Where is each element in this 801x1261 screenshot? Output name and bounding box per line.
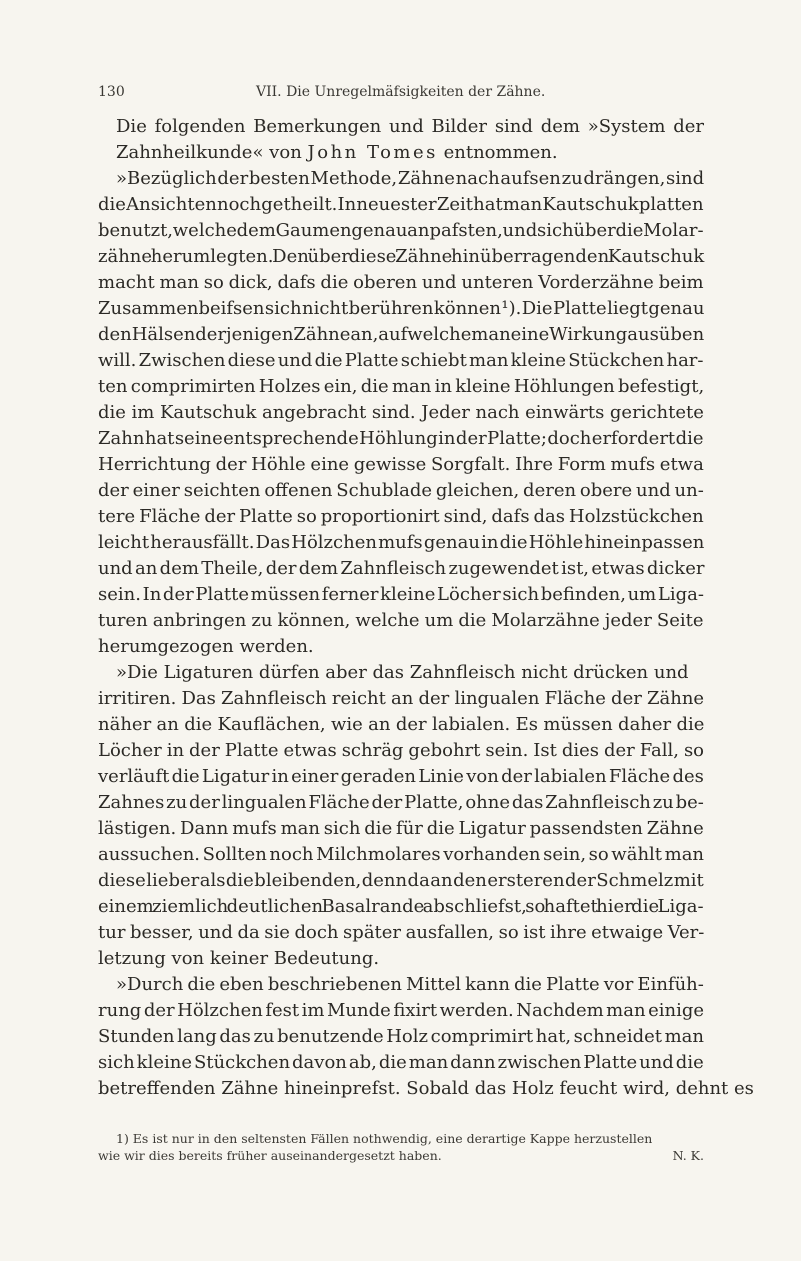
body-text bbox=[98, 114, 754, 1102]
text-line: einem ziemlich deutlichen Basalrande abschliefst, so haftet hier die Liga- bbox=[98, 896, 704, 917]
text-line: Löcher in der Platte etwas schräg gebohrt sein. Ist dies der Fall, so bbox=[98, 740, 705, 761]
text-line: tere Fläche der Platte so proportionirt sind, dafs das Holzstückchen bbox=[98, 506, 704, 527]
text-line: »Durch die eben beschriebenen Mittel kann die Platte vor Einfüh- bbox=[116, 974, 704, 995]
text-line: Zusammenbeifsen sich nicht berühren können ¹). Die Platte liegt genau bbox=[98, 298, 705, 319]
text-line: zähne herumlegten. Den über diese Zähne hinüberragenden Kautschuk bbox=[98, 246, 705, 267]
footnote-signature: N. K. bbox=[672, 1148, 704, 1163]
footnote-line-2: wie wir dies bereits früher auseinandergesetzt haben. bbox=[98, 1148, 442, 1163]
page-number: 130 bbox=[98, 84, 125, 100]
text-line: tur besser, und da sie doch später ausfallen, so ist ihre etwaige Ver- bbox=[98, 922, 705, 943]
text-line: Zahn hat seine entsprechende Höhlung in der Platte; doch erfordert die bbox=[98, 428, 704, 449]
footnote-line-2-row bbox=[98, 1147, 704, 1164]
text-line: macht man so dick, dafs die oberen und unteren Vorderzähne beim bbox=[98, 272, 704, 293]
text-line: aussuchen. Sollten noch Milchmolares vorhanden sein, so wählt man bbox=[98, 844, 705, 865]
intro-text-1: Die folgenden Bemerkungen und Bilder sind dem »System der Zahnheilkunde« von bbox=[116, 116, 704, 163]
intro-text-2: entnommen. bbox=[437, 142, 558, 163]
text-line: betreffenden Zähne hineinprefst. Sobald das Holz feucht wird, dehnt es bbox=[98, 1078, 754, 1099]
paragraph-3 bbox=[98, 972, 754, 1102]
text-line: ten comprimirten Holzes ein, die man in kleine Höhlungen befestigt, bbox=[98, 376, 705, 397]
text-line: der einer seichten offenen Schublade gleichen, deren obere und un- bbox=[98, 480, 704, 501]
text-line: herumgezogen werden. bbox=[98, 636, 314, 657]
text-line: letzung von keiner Bedeutung. bbox=[98, 948, 380, 969]
text-line: »Die Ligaturen dürfen aber das Zahnfleisch nicht drücken und bbox=[116, 662, 689, 683]
text-line: will. Zwischen diese und die Platte schiebt man kleine Stückchen har- bbox=[98, 350, 704, 371]
paragraph-2 bbox=[98, 660, 704, 972]
text-line: rung der Hölzchen fest im Munde fixirt werden. Nachdem man einige bbox=[98, 1000, 705, 1021]
footnote bbox=[98, 1130, 704, 1164]
text-line: näher an die Kauflächen, wie an der labialen. Es müssen daher die bbox=[98, 714, 705, 735]
author-name: John Tomes bbox=[307, 142, 438, 163]
text-line: sich kleine Stückchen davon ab, die man dann zwischen Platte und die bbox=[98, 1052, 704, 1073]
text-line: die Ansichten noch getheilt. In neuester Zeit hat man Kautschukplatten bbox=[98, 194, 704, 215]
running-head: VII. Die Unregelmäfsigkeiten der Zähne. bbox=[256, 84, 546, 100]
text-line: benutzt, welche dem Gaumen genau anpafsten, und sich über die Molar- bbox=[98, 220, 704, 241]
text-line: Stunden lang das zu benutzende Holz comprimirt hat, schneidet man bbox=[98, 1026, 704, 1047]
text-line: und an dem Theile, der dem Zahnfleisch zugewendet ist, etwas dicker bbox=[98, 558, 705, 579]
text-line: diese lieber als die bleibenden, denn da an den ersteren der Schmelz mit bbox=[98, 870, 704, 891]
footnote-line-1: 1) Es ist nur in den seltensten Fällen nothwendig, eine derartige Kappe herzustellen bbox=[116, 1131, 653, 1146]
text-line: den Hälsen derjenigen Zähne an, auf welche man eine Wirkung ausüben bbox=[98, 324, 705, 345]
text-line: lästigen. Dann mufs man sich die für die Ligatur passendsten Zähne bbox=[98, 818, 704, 839]
text-line: irritiren. Das Zahnfleisch reicht an der lingualen Fläche der Zähne bbox=[98, 688, 705, 709]
text-line: die im Kautschuk angebracht sind. Jeder nach einwärts gerichtete bbox=[98, 402, 704, 423]
text-line: Zahnes zu der lingualen Fläche der Platte, ohne das Zahnfleisch zu be- bbox=[98, 792, 704, 813]
text-line: sein. In der Platte müssen ferner kleine Löcher sich befinden, um Liga- bbox=[98, 584, 704, 605]
text-line: turen anbringen zu können, welche um die Molarzähne jeder Seite bbox=[98, 610, 704, 631]
intro-paragraph bbox=[98, 114, 704, 166]
text-line: verläuft die Ligatur in einer geraden Linie von der labialen Fläche des bbox=[98, 766, 704, 787]
text-line: Herrichtung der Höhle eine gewisse Sorgfalt. Ihre Form mufs etwa bbox=[98, 454, 704, 475]
text-line: leicht herausfällt. Das Hölzchen mufs genau in die Höhle hineinpassen bbox=[98, 532, 705, 553]
text-line: »Bezüglich der besten Methode, Zähne nach aufsen zu drängen, sind bbox=[116, 168, 705, 189]
paragraph-1 bbox=[98, 166, 704, 660]
